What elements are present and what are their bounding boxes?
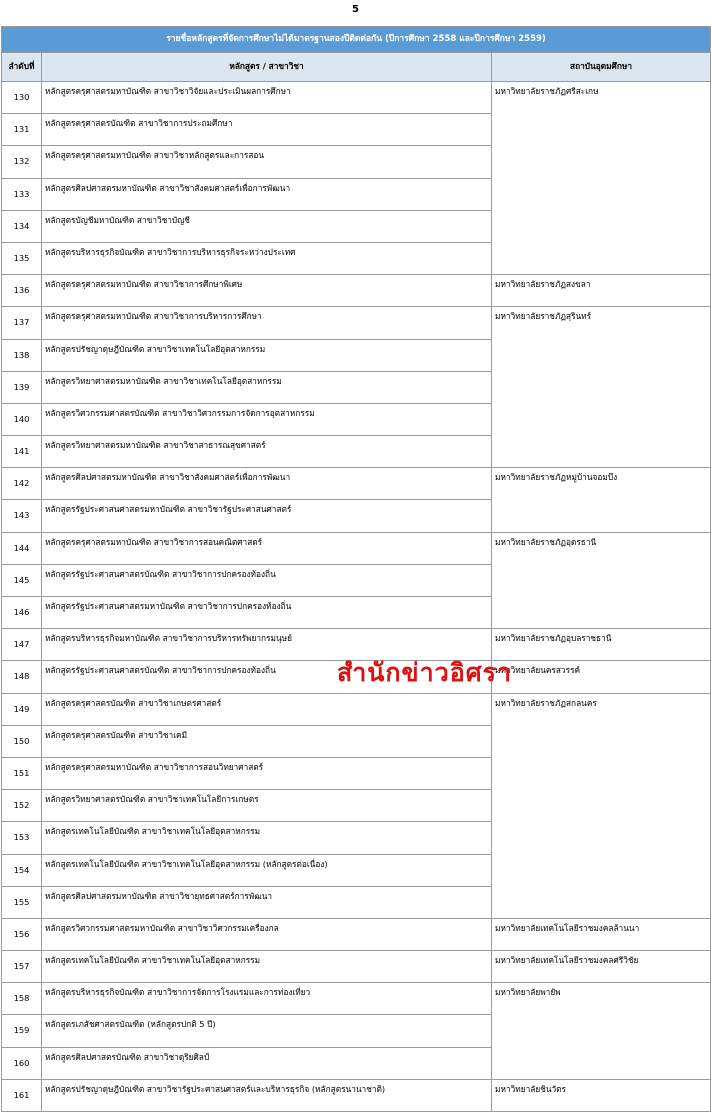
table-row xyxy=(2,1047,711,1079)
row-program: หลักสูตรเภสัชศาสตรบัณฑิต (หลักสูตรปกติ 5 ปี) xyxy=(42,1015,492,1047)
row-program: หลักสูตรเทคโนโลยีบัณฑิต สาขาวิชาเทคโนโลยีอุตสาหกรรม xyxy=(42,822,492,854)
row-number: 139 xyxy=(2,371,42,403)
row-institution xyxy=(492,242,711,274)
row-institution: มหาวิทยาลัยราชภัฏศรีสะเกษ xyxy=(492,82,711,114)
row-program: หลักสูตรเทคโนโลยีบัณฑิต สาขาวิชาเทคโนโลยีอุตสาหกรรม xyxy=(42,951,492,983)
row-program: หลักสูตรครุศาสตรมหาบัณฑิต สาขาวิชาการสอนวิทยาศาสตร์ xyxy=(42,757,492,789)
row-number: 131 xyxy=(2,114,42,146)
row-program: หลักสูตรบริหารธุรกิจบัณฑิต สาขาวิชาการจัดการโรงแรมและการท่องเที่ยว xyxy=(42,983,492,1015)
row-number: 140 xyxy=(2,403,42,435)
row-institution: มหาวิทยาลัยนครสวรรค์ xyxy=(492,661,711,693)
row-program: หลักสูตรวิศวกรรมศาสตรบัณฑิต สาขาวิชาวิศวกรรมการจัดการอุตสาหกรรม xyxy=(42,403,492,435)
table-row xyxy=(2,886,711,918)
row-program: หลักสูตรวิทยาศาสตรบัณฑิต สาขาวิชาเทคโนโลยีการเกษตร xyxy=(42,790,492,822)
row-program: หลักสูตรบริหารธุรกิจมหาบัณฑิต สาขาวิชาการบริหารทรัพยากรมนุษย์ xyxy=(42,629,492,661)
table-title: รายชื่อหลักสูตรที่จัดการศึกษาไม่ได้มาตรฐานสองปีติดต่อกัน (ปีการศึกษา 2558 และปีการศึกษา 2559) xyxy=(2,27,711,53)
table-row xyxy=(2,178,711,210)
row-institution: มหาวิทยาลัยราชภัฏอุบลราชธานี xyxy=(492,629,711,661)
row-institution xyxy=(492,371,711,403)
table-row xyxy=(2,693,711,725)
table-row xyxy=(2,114,711,146)
row-institution xyxy=(492,436,711,468)
row-number: 147 xyxy=(2,629,42,661)
table-row xyxy=(2,275,711,307)
table-row xyxy=(2,564,711,596)
header-institution: สถาบันอุดมศึกษา xyxy=(492,53,711,82)
row-program: หลักสูตรรัฐประศาสนศาสตรมหาบัณฑิต สาขาวิชาการปกครองท้องถิ่น xyxy=(42,597,492,629)
table-row xyxy=(2,146,711,178)
row-institution xyxy=(492,725,711,757)
row-institution xyxy=(492,403,711,435)
table-row xyxy=(2,983,711,1015)
row-number: 141 xyxy=(2,436,42,468)
row-institution xyxy=(492,114,711,146)
row-number: 133 xyxy=(2,178,42,210)
row-program: หลักสูตรศิลปศาสตรมหาบัณฑิต สาขาวิชายุทธศาสตร์การพัฒนา xyxy=(42,886,492,918)
table-row xyxy=(2,532,711,564)
row-program: หลักสูตรครุศาสตรมหาบัณฑิต สาขาวิชาการศึกษาพิเศษ xyxy=(42,275,492,307)
row-institution xyxy=(492,500,711,532)
table-row xyxy=(2,951,711,983)
row-institution xyxy=(492,854,711,886)
row-program: หลักสูตรเทคโนโลยีบัณฑิต สาขาวิชาเทคโนโลยีอุตสาหกรรม (หลักสูตรต่อเนื่อง) xyxy=(42,854,492,886)
row-institution xyxy=(492,339,711,371)
row-number: 154 xyxy=(2,854,42,886)
row-number: 159 xyxy=(2,1015,42,1047)
row-number: 132 xyxy=(2,146,42,178)
row-program: หลักสูตรศิลปศาสตรมหาบัณฑิต สาขาวิชาสังคมศาสตร์เพื่อการพัฒนา xyxy=(42,468,492,500)
table-row xyxy=(2,468,711,500)
row-institution: มหาวิทยาลัยราชภัฏสกลนคร xyxy=(492,693,711,725)
table-row xyxy=(2,210,711,242)
row-institution xyxy=(492,210,711,242)
row-number: 146 xyxy=(2,597,42,629)
row-number: 149 xyxy=(2,693,42,725)
header-program: หลักสูตร / สาขาวิชา xyxy=(42,53,492,82)
row-institution xyxy=(492,564,711,596)
row-number: 143 xyxy=(2,500,42,532)
row-institution xyxy=(492,790,711,822)
table-row xyxy=(2,307,711,339)
row-program: หลักสูตรวิศวกรรมศาสตรมหาบัณฑิต สาขาวิชาวิศวกรรมเครื่องกล xyxy=(42,918,492,950)
table-body xyxy=(2,82,711,1112)
row-institution xyxy=(492,757,711,789)
table-row xyxy=(2,725,711,757)
row-program: หลักสูตรรัฐประศาสนศาสตรมหาบัณฑิต สาขาวิชารัฐประศาสนศาสตร์ xyxy=(42,500,492,532)
row-institution xyxy=(492,886,711,918)
row-number: 157 xyxy=(2,951,42,983)
row-institution: มหาวิทยาลัยราชภัฏอุดรธานี xyxy=(492,532,711,564)
page-number: 5 xyxy=(352,4,359,15)
row-program: หลักสูตรครุศาสตรมหาบัณฑิต สาขาวิชาการสอนคณิตศาสตร์ xyxy=(42,532,492,564)
table-row xyxy=(2,1015,711,1047)
row-institution: มหาวิทยาลัยเทคโนโลยีราชมงคลล้านนา xyxy=(492,918,711,950)
row-number: 152 xyxy=(2,790,42,822)
row-program: หลักสูตรบัญชีมหาบัณฑิต สาขาวิชาบัญชี xyxy=(42,210,492,242)
row-institution: มหาวิทยาลัยราชภัฏหมู่บ้านจอมบึง xyxy=(492,468,711,500)
table-row xyxy=(2,597,711,629)
table-row xyxy=(2,371,711,403)
table-row xyxy=(2,82,711,114)
row-institution: มหาวิทยาลัยชินวัตร xyxy=(492,1079,711,1111)
row-number: 148 xyxy=(2,661,42,693)
row-institution: มหาวิทยาลัยราชภัฏสงขลา xyxy=(492,275,711,307)
row-program: หลักสูตรรัฐประศาสนศาสตรบัณฑิต สาขาวิชาการปกครองท้องถิ่น xyxy=(42,661,492,693)
row-program: หลักสูตรครุศาสตรมหาบัณฑิต สาขาวิชาหลักสูตรและการสอน xyxy=(42,146,492,178)
row-program: หลักสูตรปรัชญาดุษฎีบัณฑิต สาขาวิชารัฐประศาสนศาสตร์และบริหารธุรกิจ (หลักสูตรนานาชาติ) xyxy=(42,1079,492,1111)
row-number: 155 xyxy=(2,886,42,918)
row-number: 130 xyxy=(2,82,42,114)
row-institution: มหาวิทยาลัยเทคโนโลยีราชมงคลศรีวิชัย xyxy=(492,951,711,983)
row-institution xyxy=(492,1047,711,1079)
table-row xyxy=(2,757,711,789)
watermark-text: สำนักข่าวอิศรา xyxy=(337,658,513,687)
table-row xyxy=(2,854,711,886)
row-program: หลักสูตรบริหารธุรกิจบัณฑิต สาขาวิชาการบริหารธุรกิจระหว่างประเทศ xyxy=(42,242,492,274)
row-number: 135 xyxy=(2,242,42,274)
table-row xyxy=(2,242,711,274)
row-number: 144 xyxy=(2,532,42,564)
row-number: 138 xyxy=(2,339,42,371)
row-institution: มหาวิทยาลัยราชภัฏสุรินทร์ xyxy=(492,307,711,339)
table-row xyxy=(2,790,711,822)
row-program: หลักสูตรวิทยาศาสตรมหาบัณฑิต สาขาวิชาสาธารณสุขศาสตร์ xyxy=(42,436,492,468)
row-number: 136 xyxy=(2,275,42,307)
row-program: หลักสูตรครุศาสตรบัณฑิต สาขาวิชาเคมี xyxy=(42,725,492,757)
table-row xyxy=(2,1079,711,1111)
row-institution xyxy=(492,146,711,178)
row-institution xyxy=(492,178,711,210)
row-program: หลักสูตรศิลปศาสตรมหาบัณฑิต สาขาวิชาสังคมศาสตร์เพื่อการพัฒนา xyxy=(42,178,492,210)
row-institution: มหาวิทยาลัยพายัพ xyxy=(492,983,711,1015)
row-number: 134 xyxy=(2,210,42,242)
row-program: หลักสูตรปรัชญาดุษฎีบัณฑิต สาขาวิชาเทคโนโลยีอุตสาหกรรม xyxy=(42,339,492,371)
row-program: หลักสูตรครุศาสตรมหาบัณฑิต สาขาวิชาการบริหารการศึกษา xyxy=(42,307,492,339)
row-program: หลักสูตรรัฐประศาสนศาสตรบัณฑิต สาขาวิชาการปกครองท้องถิ่น xyxy=(42,564,492,596)
row-number: 137 xyxy=(2,307,42,339)
table-row xyxy=(2,918,711,950)
row-number: 156 xyxy=(2,918,42,950)
row-number: 161 xyxy=(2,1079,42,1111)
row-number: 145 xyxy=(2,564,42,596)
row-number: 160 xyxy=(2,1047,42,1079)
row-number: 142 xyxy=(2,468,42,500)
row-program: หลักสูตรศิลปศาสตรบัณฑิต สาขาวิชาดุริยศิลป์ xyxy=(42,1047,492,1079)
row-number: 153 xyxy=(2,822,42,854)
table-row xyxy=(2,339,711,371)
program-table xyxy=(1,26,711,1112)
table-row xyxy=(2,500,711,532)
row-institution xyxy=(492,1015,711,1047)
header-no: ลำดับที่ xyxy=(2,53,42,82)
row-program: หลักสูตรครุศาสตรมหาบัณฑิต สาขาวิชาวิจัยและประเมินผลการศึกษา xyxy=(42,82,492,114)
table-row xyxy=(2,822,711,854)
row-program: หลักสูตรครุศาสตรบัณฑิต สาขาวิชาเกษตรศาสตร์ xyxy=(42,693,492,725)
row-institution xyxy=(492,822,711,854)
row-institution xyxy=(492,597,711,629)
row-number: 151 xyxy=(2,757,42,789)
row-number: 150 xyxy=(2,725,42,757)
table-row xyxy=(2,436,711,468)
row-number: 158 xyxy=(2,983,42,1015)
row-program: หลักสูตรครุศาสตรบัณฑิต สาขาวิชาการประถมศึกษา xyxy=(42,114,492,146)
row-program: หลักสูตรวิทยาศาสตรมหาบัณฑิต สาขาวิชาเทคโนโลยีอุตสาหกรรม xyxy=(42,371,492,403)
table-row xyxy=(2,403,711,435)
